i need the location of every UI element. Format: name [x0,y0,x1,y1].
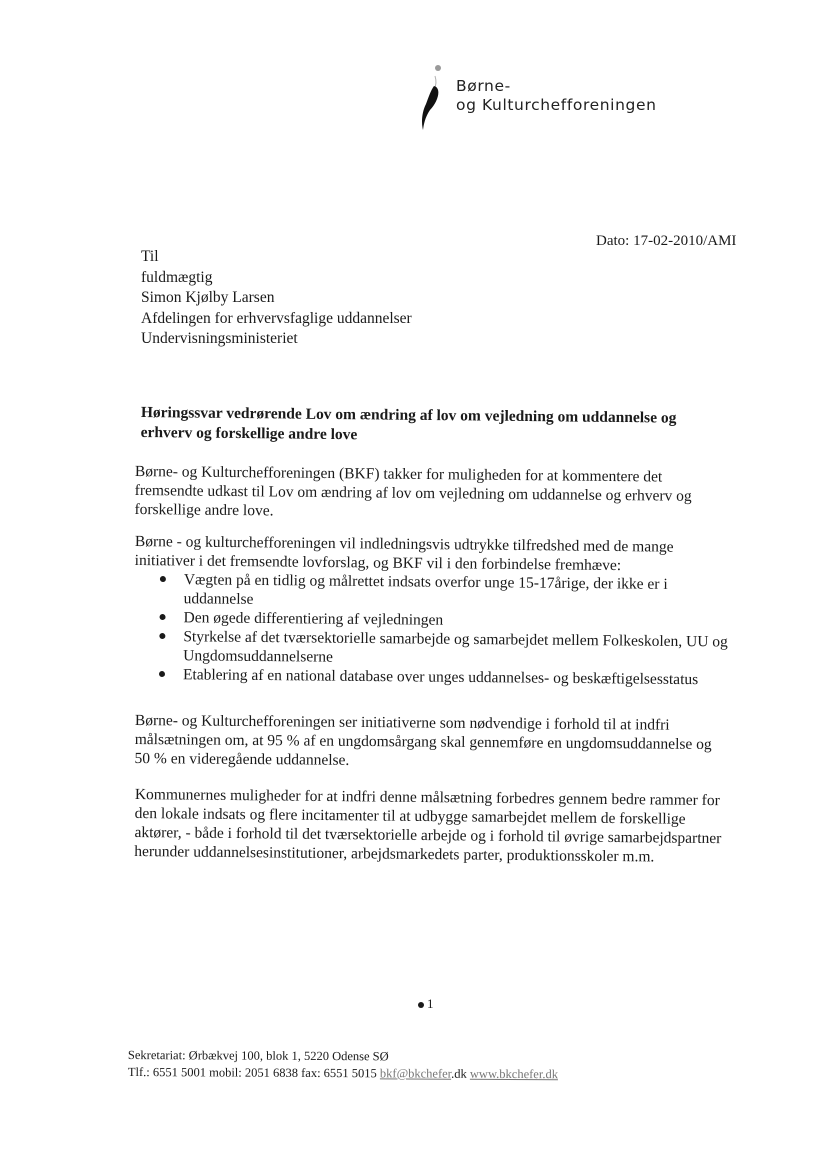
letter-footer [128,1047,558,1083]
website-link[interactable]: www.bkchefer.dk [469,1066,559,1082]
email-link-tld[interactable]: .dk [451,1066,467,1081]
bullet-icon [159,633,165,639]
recipient-line: Undervisningsministeriet [141,330,298,347]
paragraph-municipalities: Kommunernes muligheder for at indfri denne målsætning forbedres gennem bedre rammer for den lokale indsats og flere incitamenter til at udbygge samarbejdet mellem de forskellige aktører, - både i forhold til det tværsektorielle arbejde og i forhold til øvrige samarbejdspartner herunder uddannelsesinstitutioner, arbejdsmarkedets parter, produktionsskoler m.m. [134,785,722,866]
recipient-line: Afdelingen for erhvervsfaglige uddannelser [141,309,412,327]
paragraph-intro: Børne- og Kulturchefforeningen (BKF) takker for muligheden for at kommentere det fremsendte udkast til Lov om ændring af lov om vejledning om uddannelse og erhverv og forskellige andre love. [134,462,692,520]
list-item: Styrkelse af det tværsektorielle samarbejde og samarbejdet mellem Folkeskolen, UU og Ungdomsuddannelserne [157,627,737,671]
paragraph-goals: Børne- og Kulturchefforeningen ser initiativerne som nødvendige i forhold til at indfri målsætningen om, at 95 % af en ungdomsårgang skal gennemføre en ungdomsuddannelse og 50 % en videregående uddannelse. [134,711,712,769]
footer-address: Sekretariat: Ørbækvej 100, blok 1, 5220 Odense SØ [127,1048,389,1064]
bullet-icon [160,576,166,582]
bullet-icon [159,671,165,677]
organization-logo [412,62,672,142]
page-number: 1 [418,996,434,1012]
logo-text-line1: Børne- [456,77,511,95]
recipient-line: fuldmægtig [141,268,213,286]
list-item: Den øgede differentiering af vejledningen [157,608,737,633]
list-item: Vægten på en tidlig og målrettet indsats overfor unge 15-17årige, der ikke er i uddannelse [158,570,738,614]
letter-subject: Høringssvar vedrørende Lov om ændring af lov om vejledning om uddannelse og erhverv og forskellige andre love [140,403,677,444]
bullet-icon [160,614,166,620]
paragraph-initiatives: Børne - og kulturchefforeningen vil indledningsvis udtrykke tilfredshed med de mange initiativer i det fremsendte lovforslag, og BKF vil i den forbindelse fremhæve: [134,532,674,575]
recipient-block [141,247,412,350]
footer-phone-numbers: Tlf.: 6551 5001 mobil: 2051 6838 fax: 6551 5015 [127,1064,377,1081]
feather-logo-icon [412,62,452,134]
initiative-list [157,570,738,690]
recipient-line: Til [141,248,159,265]
letter-date: Dato: 17-02-2010/AMI [596,233,737,249]
page-bullet-icon [418,1002,424,1008]
recipient-line: Simon Kjølby Larsen [141,289,275,306]
logo-text-line2: og Kulturchefforeningen [456,96,657,114]
list-item: Etablering af en national database over unges uddannelses- og beskæftigelsesstatus [157,665,737,690]
footer-contact [128,1064,558,1083]
email-link[interactable]: bkf@bkchefer [379,1066,452,1081]
